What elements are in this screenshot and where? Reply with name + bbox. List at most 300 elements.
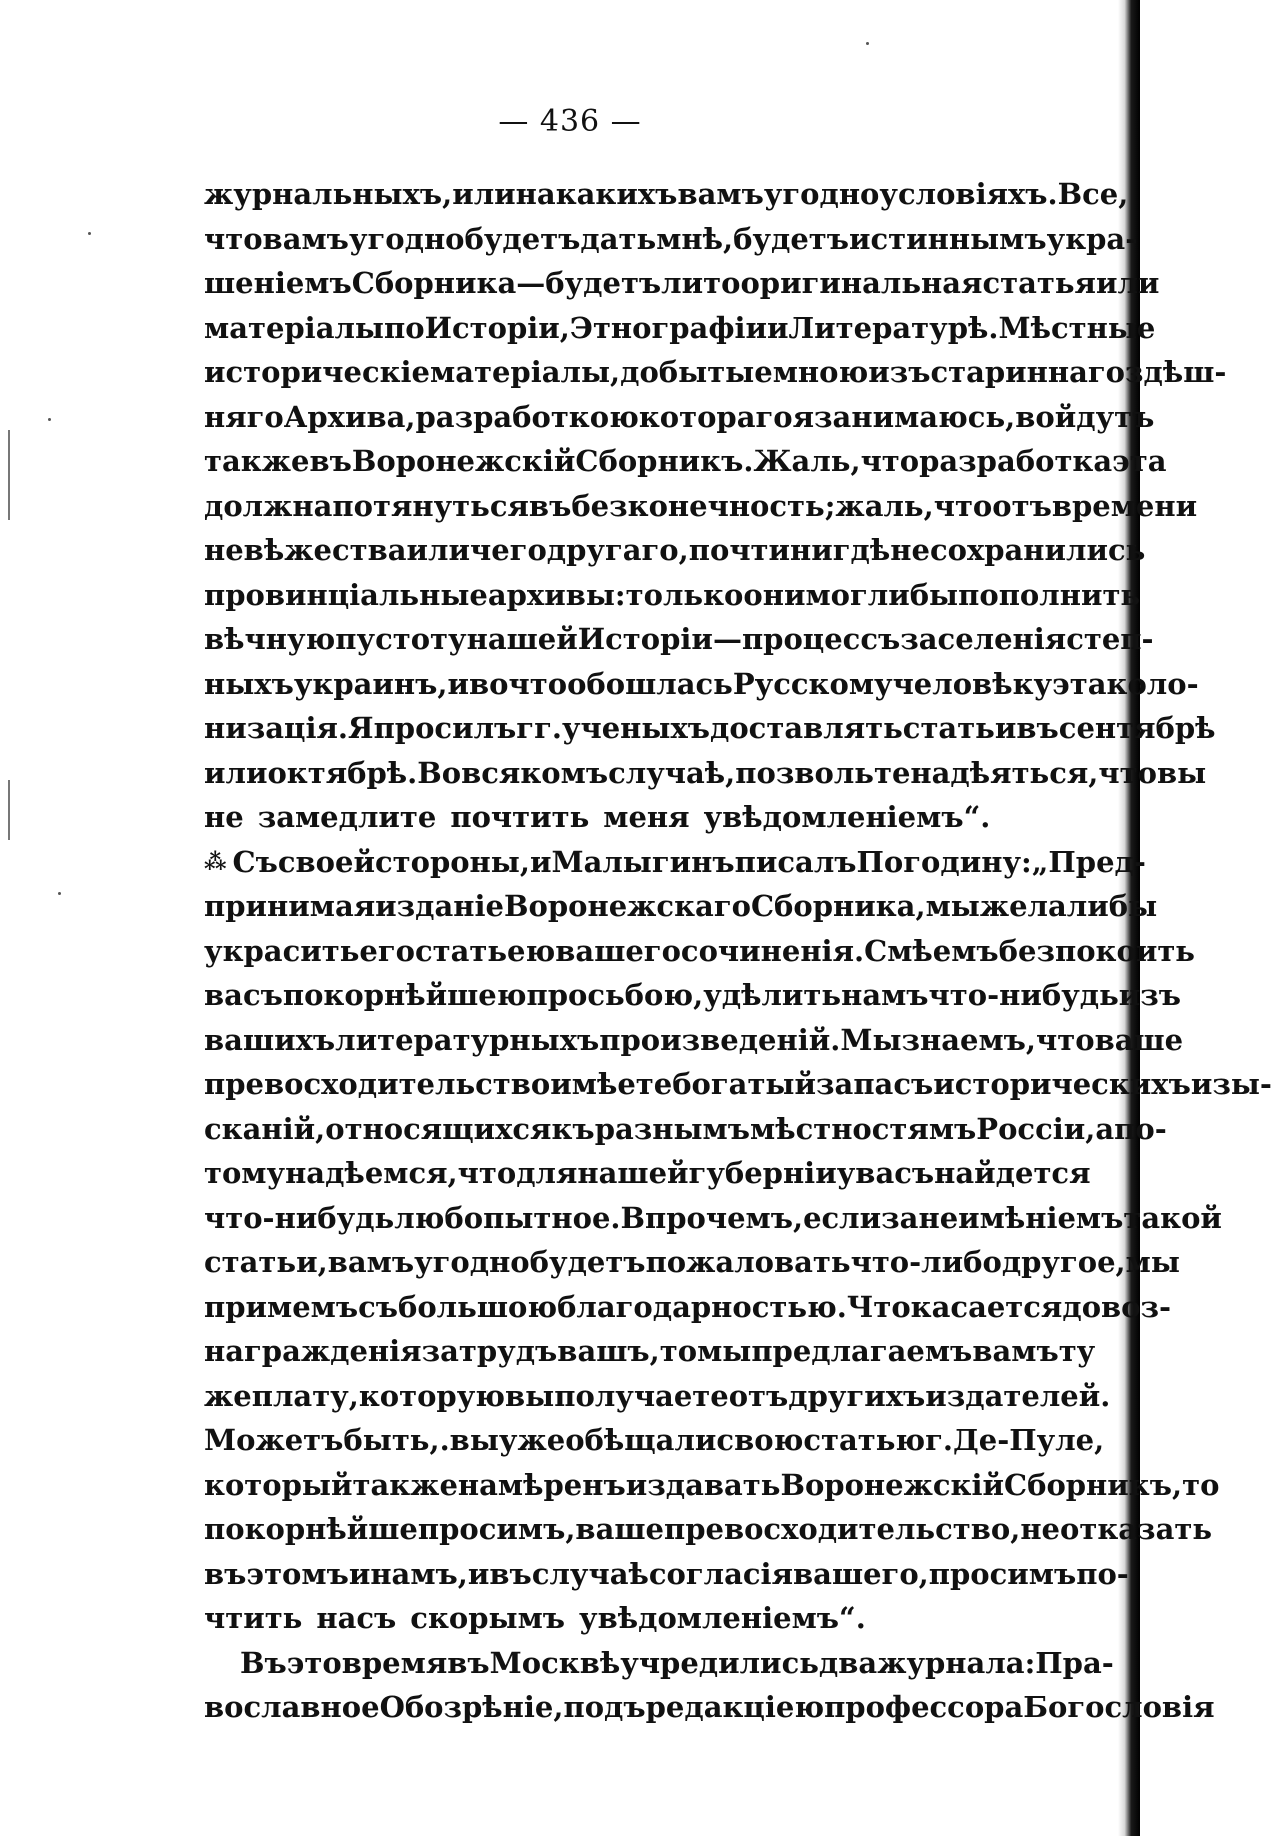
word: почтить xyxy=(450,800,590,834)
word: жаль, xyxy=(835,488,934,523)
word: превосходительство, xyxy=(663,1512,1021,1546)
word: что xyxy=(1098,755,1157,790)
text-line xyxy=(204,840,1146,885)
word: просимъ xyxy=(928,1556,1077,1591)
word: другихъ xyxy=(788,1378,926,1413)
word: другаго, xyxy=(546,533,689,567)
word: любопытное. xyxy=(394,1200,621,1235)
word: ученыхъ xyxy=(561,711,711,745)
word: почти xyxy=(688,533,791,567)
text-line xyxy=(204,1285,1172,1330)
word: Въ xyxy=(240,1645,287,1680)
word: то xyxy=(703,266,741,300)
word: „Пред- xyxy=(1031,844,1146,879)
text-line xyxy=(204,439,1167,484)
text-line xyxy=(204,884,1158,929)
word: Де-Пуле, xyxy=(953,1423,1105,1457)
word: имѣете xyxy=(550,1067,673,1101)
word: отъ xyxy=(728,1378,789,1413)
text-line xyxy=(204,1463,1220,1508)
word: нашей xyxy=(466,622,578,656)
word: случаѣ xyxy=(531,1556,649,1591)
text-line xyxy=(204,306,1156,351)
word: случаѣ, xyxy=(608,755,736,790)
word: превосходительство xyxy=(204,1067,551,1101)
word: пустоту xyxy=(335,622,467,656)
word: ли xyxy=(661,266,704,300)
word: намъ xyxy=(841,978,929,1012)
word: плату, xyxy=(251,1378,359,1413)
word: издателей. xyxy=(925,1378,1111,1413)
text-line xyxy=(204,662,1199,707)
word: гг. xyxy=(516,711,562,745)
word: Воронежскій xyxy=(351,444,576,478)
word: статьи, xyxy=(204,1245,328,1279)
word: статью xyxy=(803,1423,926,1457)
text-line xyxy=(204,795,1054,840)
word: няго xyxy=(204,399,284,434)
word: Мѣстные xyxy=(998,310,1156,345)
word: въ xyxy=(447,1645,490,1680)
word: скорымъ xyxy=(410,1601,566,1635)
word: Воронежскаго xyxy=(504,889,751,923)
word: журнальныхъ, xyxy=(204,177,453,211)
text-line xyxy=(204,261,1160,306)
word: во xyxy=(469,666,509,701)
word: историческіе xyxy=(204,355,431,389)
word: и xyxy=(467,1556,490,1591)
word: меня xyxy=(603,800,690,834)
word: истиннымъ xyxy=(849,221,1047,256)
scan-margin-mark xyxy=(8,780,10,840)
word: вѣчную xyxy=(204,622,336,656)
text-line xyxy=(204,1329,1096,1374)
word: или xyxy=(204,755,268,790)
word: или xyxy=(452,177,516,211)
word: сентябрѣ xyxy=(1058,711,1216,745)
word: подъ xyxy=(563,1690,646,1724)
word: процессъ xyxy=(741,622,901,656)
word: ту xyxy=(1058,1334,1096,1368)
word: изы- xyxy=(1190,1067,1272,1101)
word: вашего, xyxy=(793,1556,929,1591)
word: разработка xyxy=(919,444,1113,478)
word: котораго xyxy=(638,399,793,434)
word: я xyxy=(792,399,815,434)
word: не xyxy=(204,800,244,834)
text-line xyxy=(204,1107,1167,1152)
word: разработкою xyxy=(415,399,639,434)
word: что-либо xyxy=(850,1245,1002,1279)
word: отъ xyxy=(992,488,1052,523)
word: же xyxy=(204,1378,252,1413)
word: который xyxy=(204,1467,353,1502)
word: по- xyxy=(1114,1111,1167,1146)
word: такой xyxy=(1123,1200,1222,1235)
text-line xyxy=(204,973,1182,1018)
word: литературныхъ xyxy=(335,1022,600,1057)
word: пополнить xyxy=(958,577,1141,612)
word: мы xyxy=(1125,1245,1180,1279)
word: угодно xyxy=(348,221,465,256)
text-line xyxy=(204,1062,1272,1107)
word: Исторіи xyxy=(577,622,713,656)
word: въ xyxy=(1016,711,1059,745)
word: они xyxy=(743,577,806,612)
word: будетъ xyxy=(733,221,850,256)
word: увѣдомленіемъ“. xyxy=(579,1601,866,1635)
word: всякомъ xyxy=(461,755,609,790)
word: безконечность; xyxy=(571,488,836,523)
word: что-нибудь xyxy=(204,1200,395,1235)
word: это xyxy=(286,1645,342,1680)
word: — xyxy=(712,622,742,656)
word: вамъ xyxy=(262,221,349,256)
word: что xyxy=(508,666,568,701)
word: стороны, xyxy=(374,844,530,879)
word: оригинальная xyxy=(740,266,983,300)
word: для xyxy=(516,1156,578,1190)
text-line xyxy=(204,1507,1213,1552)
word: покорнѣйшею xyxy=(282,978,527,1012)
word: время xyxy=(341,1645,448,1680)
word: времени xyxy=(1051,488,1198,523)
word: изъ xyxy=(868,355,931,389)
word: то xyxy=(659,1334,698,1368)
word: Можетъ xyxy=(204,1423,344,1457)
word: вашихъ xyxy=(204,1022,336,1057)
scan-dust-speck xyxy=(48,418,51,421)
text-line xyxy=(204,929,1195,974)
word: произведеній. xyxy=(599,1022,841,1057)
word: вославное xyxy=(204,1690,380,1724)
word: найдется xyxy=(934,1156,1091,1190)
word: свою xyxy=(716,1423,804,1457)
word: удѣлить xyxy=(703,978,842,1012)
paragraph xyxy=(204,840,1272,1641)
word: Во xyxy=(417,755,462,790)
word: Мы xyxy=(840,1022,902,1057)
word: стариннаго xyxy=(930,355,1126,389)
word: чего xyxy=(470,533,547,567)
word: этомъ xyxy=(246,1556,349,1591)
word: покорнѣйше xyxy=(204,1512,418,1546)
scan-dust-speck xyxy=(58,892,61,895)
word: условіяхъ. xyxy=(879,177,1058,211)
word: просьбою, xyxy=(526,978,704,1012)
word: что xyxy=(1036,1022,1095,1057)
word: потянуться xyxy=(332,488,529,523)
text-line xyxy=(204,706,1216,751)
word: благодарностью. xyxy=(557,1289,847,1324)
word: шеніемъ xyxy=(204,266,352,300)
word: Впрочемъ, xyxy=(620,1200,804,1235)
word: заселенія xyxy=(900,622,1067,656)
word: и xyxy=(447,666,470,701)
word: профессора xyxy=(824,1690,1024,1724)
word: Литературѣ. xyxy=(788,310,999,345)
word: учредились xyxy=(620,1645,819,1680)
text-line xyxy=(204,617,1154,662)
word: также xyxy=(352,1467,458,1502)
text-line xyxy=(204,528,1146,573)
paragraph-ornament: ⁂ xyxy=(204,848,225,875)
word: неимѣніемъ xyxy=(918,1200,1124,1235)
word: замедлите xyxy=(257,800,437,834)
word: историческихъ xyxy=(933,1067,1191,1101)
word: за xyxy=(421,1334,459,1368)
word: Погодину: xyxy=(856,844,1032,879)
word: обѣщали xyxy=(565,1423,717,1457)
word: вашего xyxy=(555,933,681,968)
word: просимъ, xyxy=(417,1512,576,1546)
word: надѣемся, xyxy=(285,1156,458,1190)
word: къ xyxy=(551,1111,595,1146)
word: Сборникъ. xyxy=(575,444,754,478)
word: что-нибудь xyxy=(928,978,1119,1012)
word: чтить xyxy=(204,1601,303,1635)
word: Русскому xyxy=(732,666,893,701)
word: украсить xyxy=(204,933,360,968)
word: Съ xyxy=(232,844,278,879)
word: бы xyxy=(1108,889,1158,923)
word: войдутъ xyxy=(1015,399,1155,434)
word: пожаловать xyxy=(645,1245,851,1279)
word: статья xyxy=(982,266,1096,300)
word: его xyxy=(359,933,415,968)
word: Жаль, xyxy=(753,444,861,478)
text-line xyxy=(204,573,1141,618)
word: Архива, xyxy=(283,399,416,434)
text-line xyxy=(204,395,1155,440)
word: изъ xyxy=(1118,978,1182,1012)
word: не xyxy=(1020,1512,1061,1546)
word: другое, xyxy=(1001,1245,1126,1279)
paragraph xyxy=(204,1641,1215,1730)
word: мнѣ, xyxy=(656,221,734,256)
word: занимаюсь, xyxy=(814,399,1016,434)
word: васъ xyxy=(855,1156,935,1190)
word: невѣжества xyxy=(204,533,407,567)
text-line xyxy=(204,484,1198,529)
word: въ xyxy=(528,488,572,523)
word: также xyxy=(204,444,310,478)
word: Сборника, xyxy=(750,889,926,923)
word: на xyxy=(515,177,556,211)
word: и xyxy=(348,1556,371,1591)
text-line xyxy=(204,1374,1111,1419)
word: Богословія xyxy=(1023,1690,1215,1724)
word: Я xyxy=(348,711,374,745)
text-line xyxy=(204,1418,1105,1463)
word: дать xyxy=(580,221,657,256)
word: изданіе xyxy=(375,889,504,923)
text-line xyxy=(204,1596,1054,1641)
word: статьею xyxy=(414,933,556,968)
word: Сборника xyxy=(351,266,517,300)
word: какихъ xyxy=(555,177,678,211)
word: могли xyxy=(805,577,910,612)
word: Все, xyxy=(1057,177,1129,211)
scan-dust-speck xyxy=(88,232,91,235)
word: большою xyxy=(398,1289,558,1324)
word: добытые xyxy=(620,355,773,389)
word: матеріалы, xyxy=(430,355,621,389)
text-line xyxy=(204,1240,1180,1285)
word: журнала: xyxy=(877,1645,1036,1680)
word: уже xyxy=(498,1423,566,1457)
word: позвольте xyxy=(735,755,911,790)
word: принимая xyxy=(204,889,376,923)
word: что xyxy=(457,1156,517,1190)
word: надѣяться, xyxy=(910,755,1099,790)
word: примемъ xyxy=(204,1289,359,1324)
word: вамъ xyxy=(677,177,764,211)
word: просилъ xyxy=(373,711,517,745)
word: низація. xyxy=(204,711,348,745)
text-line xyxy=(204,1641,1114,1686)
word: желали xyxy=(979,889,1109,923)
word: предлагаемъ xyxy=(751,1334,973,1368)
word: получаете xyxy=(554,1378,729,1413)
word: нашей xyxy=(577,1156,689,1190)
word: и xyxy=(767,310,789,345)
word: сканій, xyxy=(204,1111,326,1146)
text-line xyxy=(204,217,1138,262)
word: что xyxy=(860,444,920,478)
word: ныхъ xyxy=(204,666,294,701)
word: вамъ xyxy=(972,1334,1059,1368)
word: мною xyxy=(772,355,869,389)
word: г. xyxy=(925,1423,953,1457)
word: своей xyxy=(277,844,375,879)
word: до xyxy=(1062,1289,1102,1324)
word: согласія xyxy=(648,1556,793,1591)
word: мы xyxy=(697,1334,752,1368)
word: что xyxy=(933,488,993,523)
word: насъ xyxy=(316,1601,397,1635)
word: Обозрѣніе, xyxy=(379,1690,564,1724)
word: мѣстностямъ xyxy=(750,1111,977,1146)
word: Что xyxy=(846,1289,911,1324)
word: Воронежскій xyxy=(780,1467,1005,1502)
word: должна xyxy=(204,488,333,523)
word: безпокоить xyxy=(998,933,1195,968)
word: что xyxy=(204,221,263,256)
word: провинціальные xyxy=(204,577,488,612)
word: Смѣемъ xyxy=(864,933,999,968)
word: намѣренъ xyxy=(457,1467,626,1502)
word: будетъ xyxy=(464,221,581,256)
word: Пра- xyxy=(1035,1645,1114,1680)
word: по- xyxy=(1076,1556,1129,1591)
word: степ- xyxy=(1066,622,1154,656)
word: нигдѣ xyxy=(790,533,891,567)
body-text xyxy=(204,172,1272,1730)
word: у xyxy=(836,1156,856,1190)
word: въ xyxy=(489,1556,532,1591)
word: здѣш- xyxy=(1125,355,1227,389)
word: укра- xyxy=(1046,221,1138,256)
word: редакціею xyxy=(645,1690,825,1724)
word: украинъ, xyxy=(293,666,448,701)
word: архивы: xyxy=(487,577,626,612)
text-line xyxy=(204,1196,1222,1241)
word: бы xyxy=(909,577,959,612)
word: а xyxy=(1095,1111,1115,1146)
word: намъ, xyxy=(370,1556,468,1591)
page-number: — 436 — xyxy=(498,104,642,139)
word: то xyxy=(1182,1467,1220,1502)
text-line xyxy=(204,751,1207,796)
paragraph xyxy=(204,172,1227,840)
word: писалъ xyxy=(734,844,857,879)
word: за xyxy=(881,1200,919,1235)
text-line xyxy=(204,1685,1215,1730)
word: ваше xyxy=(575,1512,664,1546)
word: если xyxy=(803,1200,882,1235)
word: сохранились xyxy=(929,533,1146,567)
text-line xyxy=(204,1018,1184,1063)
word: которую xyxy=(358,1378,506,1413)
word: васъ xyxy=(204,978,283,1012)
word: награжденія xyxy=(204,1334,422,1368)
word: и xyxy=(529,844,552,879)
word: только xyxy=(625,577,744,612)
word: эта xyxy=(1112,444,1167,478)
word: эта xyxy=(1052,666,1107,701)
word: Исторіи, xyxy=(424,310,570,345)
word: увѣдомленіемъ“. xyxy=(703,800,991,834)
word: человѣку xyxy=(892,666,1053,701)
word: будетъ xyxy=(545,266,662,300)
word: съ xyxy=(358,1289,398,1324)
word: въ xyxy=(309,444,352,478)
word: по xyxy=(384,310,425,345)
word: — xyxy=(516,266,546,300)
word: вы xyxy=(449,1423,499,1457)
text-line xyxy=(204,350,1227,395)
word: Сборникъ, xyxy=(1004,1467,1183,1502)
word: вы xyxy=(1156,755,1207,790)
word: статьи xyxy=(902,711,1017,745)
word: октябрѣ. xyxy=(267,755,418,790)
word: или xyxy=(406,533,470,567)
word: ваше xyxy=(1094,1022,1184,1057)
word: Москвѣ xyxy=(489,1645,621,1680)
word: тому xyxy=(204,1156,286,1190)
word: Этнографіи xyxy=(569,310,767,345)
word: или xyxy=(1095,266,1160,300)
word: сочиненія. xyxy=(680,933,865,968)
word: обошлась xyxy=(567,666,733,701)
word: относящихся xyxy=(325,1111,552,1146)
word: угодно xyxy=(414,1245,530,1279)
text-line xyxy=(204,172,1129,217)
word: матеріалы xyxy=(204,310,385,345)
word: вашъ, xyxy=(557,1334,660,1368)
word: въ xyxy=(204,1556,247,1591)
word: касается xyxy=(910,1289,1063,1324)
word: не xyxy=(890,533,930,567)
word: трудъ xyxy=(458,1334,558,1368)
word: запасъ xyxy=(816,1067,934,1101)
scan-margin-mark xyxy=(8,430,10,520)
word: губерніи xyxy=(688,1156,837,1190)
word: доставлять xyxy=(710,711,903,745)
word: воз- xyxy=(1101,1289,1172,1324)
text-line xyxy=(204,1151,1091,1196)
